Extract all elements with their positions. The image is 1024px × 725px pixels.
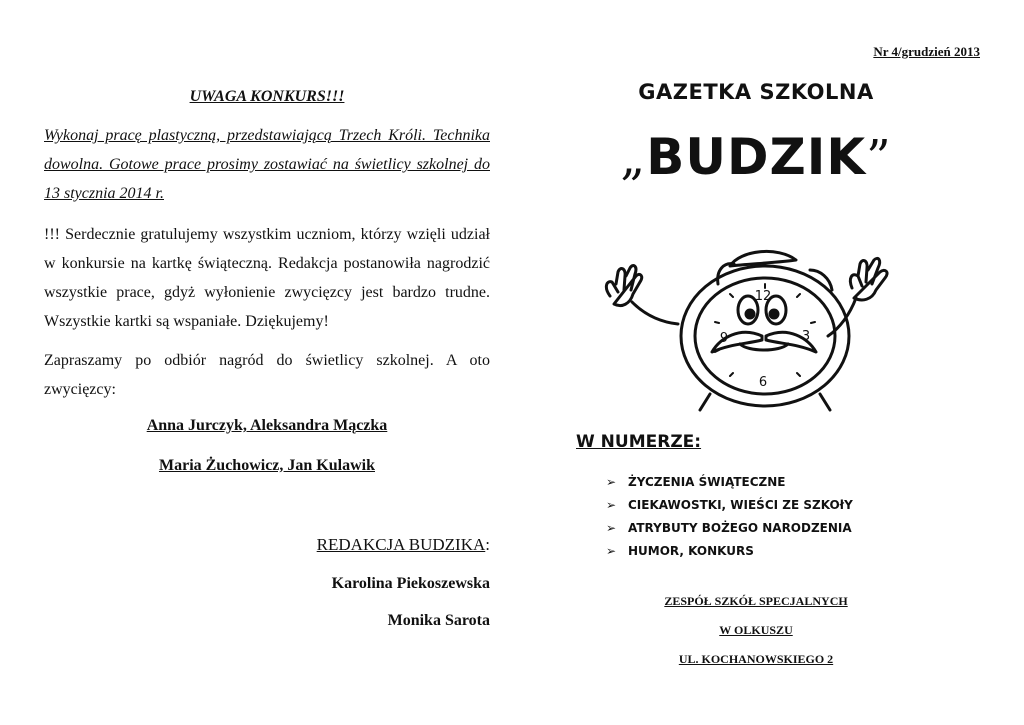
winners-line: Maria Żuchowicz, Jan Kulawik (158, 457, 375, 474)
toc-item-label: HUMOR, KONKURS (628, 543, 754, 558)
toc-item (606, 516, 853, 539)
newsletter-label: GAZETKA SZKOLNA (638, 80, 874, 104)
newsletter-title (560, 128, 952, 186)
school-address: UL. KOCHANOWSKIEGO 2 (678, 652, 834, 666)
issue-number: Nr 4/grudzień 2013 (873, 44, 980, 59)
left-column (44, 82, 490, 635)
in-this-issue-heading: W NUMERZE: (576, 432, 702, 452)
arrow-bullet-icon: ➢ (606, 497, 617, 512)
toc-item (606, 539, 853, 562)
school-name: ZESPÓŁ SZKÓŁ SPECJALNYCH (664, 594, 848, 608)
clock-number-9: 9 (719, 331, 729, 346)
clock-number-12: 12 (754, 289, 772, 304)
contest-title: UWAGA KONKURS!!! (189, 88, 345, 105)
table-of-contents (606, 470, 853, 562)
editor-name: Karolina Piekoszewska (331, 575, 490, 592)
school-city: W OLKUSZU (719, 623, 793, 637)
contest-description: Wykonaj pracę plastyczną, przedstawiającą Trzech Króli. Technika dowolna. Gotowe prace prosimy zostawiać na świetlicy szkolnej do 13 stycznia 2014 r. (44, 127, 490, 202)
arrow-bullet-icon: ➢ (606, 543, 617, 558)
toc-item (606, 470, 853, 493)
title-text: BUDZIK (646, 128, 867, 186)
close-quote: ” (866, 130, 892, 186)
clock-number-6: 6 (758, 375, 768, 390)
arrow-bullet-icon: ➢ (606, 474, 617, 489)
invitation-paragraph: Zapraszamy po odbiór nagród do świetlicy szkolnej. A oto zwycięzcy: (44, 352, 490, 398)
congratulations-paragraph: !!! Serdecznie gratulujemy wszystkim uczniom, którzy wzięli udział w konkursie na kartkę świąteczną. Redakcja postanowiła nagrodzić wszystkie prace, gdyż wyłonienie zwycięzcy jest bardzo trudne. Wszystkie kartki są wspaniałe. Dziękujemy! (44, 226, 490, 330)
arrow-bullet-icon: ➢ (606, 520, 617, 535)
editorial-heading (44, 530, 490, 559)
editorial-label: REDAKCJA BUDZIKA (316, 535, 486, 554)
toc-item-label: ŻYCZENIA ŚWIĄTECZNE (628, 474, 786, 489)
toc-item-label: CIEKAWOSTKI, WIEŚCI ZE SZKOłY (628, 497, 853, 512)
toc-item-label: ATRYBUTY BOŻEGO NARODZENIA (628, 520, 852, 535)
alarm-clock-illustration (600, 248, 910, 416)
toc-item (606, 493, 853, 516)
clock-number-3: 3 (801, 329, 811, 344)
editor-name: Monika Sarota (387, 612, 490, 629)
editorial-colon: : (485, 535, 490, 554)
winners-line: Anna Jurczyk, Aleksandra Mączka (146, 417, 388, 434)
open-quote: „ (620, 130, 647, 186)
